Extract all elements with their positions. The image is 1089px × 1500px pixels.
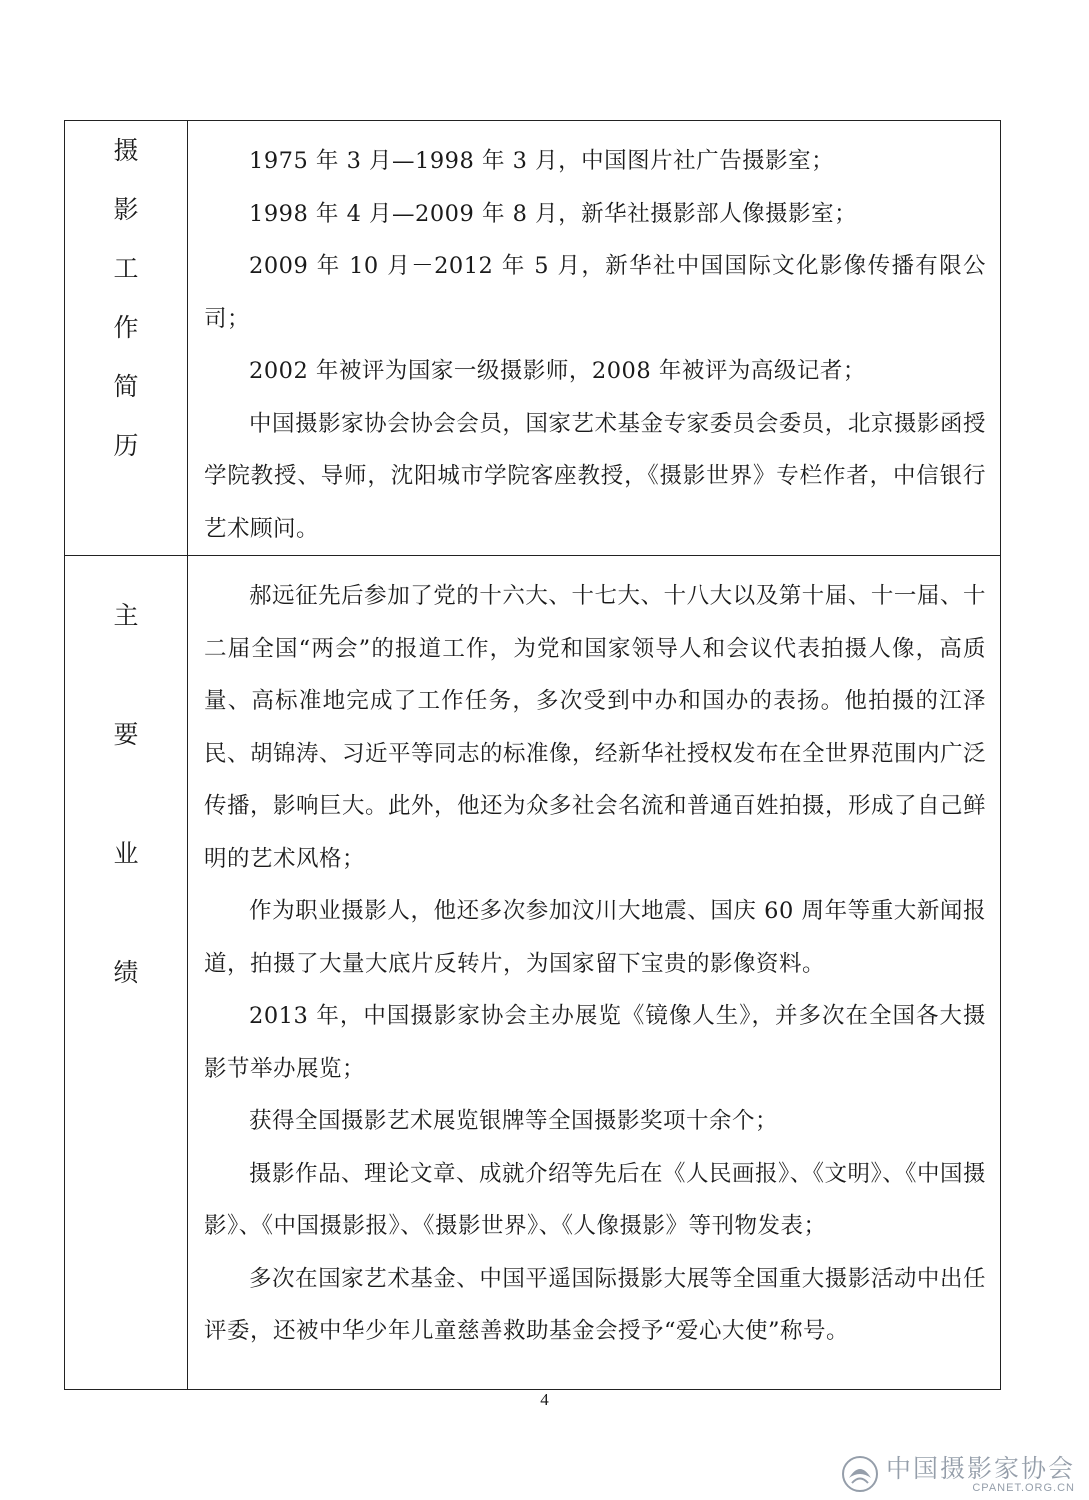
label-char: 摄 — [113, 136, 139, 165]
resume-table — [64, 120, 1001, 1390]
label-char: 绩 — [113, 958, 139, 987]
cpa-logo-icon — [840, 1454, 880, 1494]
work-history-label — [65, 121, 187, 475]
work-history-label-cell — [65, 121, 188, 556]
paragraph: 获得全国摄影艺术展览银牌等全国摄影奖项十余个； — [249, 1108, 779, 1134]
paragraph: 2009 年 10 月－2012 年 5 月，新华社中国国际文化影像传播有限公司； — [204, 253, 986, 332]
label-char: 历 — [113, 431, 139, 460]
work-history-content — [188, 121, 1000, 555]
page-number: 4 — [540, 1390, 549, 1409]
label-char: 影 — [113, 195, 139, 224]
paragraph: 多次在国家艺术基金、中国平遥国际摄影大展等全国重大摄影活动中出任评委，还被中华少年儿童慈善救助基金会授予“爱心大使”称号。 — [204, 1265, 986, 1344]
label-char: 业 — [113, 839, 139, 868]
label-char: 工 — [113, 254, 139, 283]
watermark — [840, 1454, 1075, 1494]
label-char: 要 — [113, 720, 139, 749]
paragraph: 郝远征先后参加了党的十六大、十七大、十八大以及第十届、十一届、十二届全国“两会”的报道工作，为党和国家领导人和会议代表拍摄人像，高质量、高标准地完成了工作任务，多次受到中办和国办的表扬。他拍摄的江泽民、胡锦涛、习近平等同志的标准像，经新华社授权发布在全世界范围内广泛传播，影响巨大。此外，他还为众多社会名流和普通百姓拍摄，形成了自己鲜明的艺术风格； — [204, 583, 987, 872]
achievements-row — [65, 556, 1001, 1390]
watermark-url: CPANET.ORG.CN — [972, 1482, 1075, 1494]
achievements-label-cell — [65, 556, 188, 1390]
achievements-content — [188, 556, 1000, 1358]
paragraph: 1998 年 4 月—2009 年 8 月，新华社摄影部人像摄影室； — [249, 200, 858, 227]
paragraph: 作为职业摄影人，他还多次参加汶川大地震、国庆 60 周年等重大新闻报道，拍摄了大量大底片反转片，为国家留下宝贵的影像资料。 — [204, 898, 986, 977]
work-history-row — [65, 121, 1001, 556]
work-history-content-cell — [188, 121, 1001, 556]
achievements-content-cell — [188, 556, 1001, 1390]
paragraph: 1975 年 3 月—1998 年 3 月，中国图片社广告摄影室； — [249, 148, 835, 174]
watermark-text: 中国摄影家协会 — [885, 1453, 1075, 1483]
label-char: 简 — [113, 372, 139, 401]
label-char: 作 — [113, 313, 139, 342]
paragraph: 2002 年被评为国家一级摄影师，2008 年被评为高级记者； — [249, 358, 866, 384]
paragraph: 2013 年，中国摄影家协会主办展览《镜像人生》，并多次在全国各大摄影节举办展览； — [204, 1003, 986, 1082]
paragraph: 摄影作品、理论文章、成就介绍等先后在《人民画报》、《文明》、《中国摄影》、《中国摄影报》、《摄影世界》、《人像摄影》等刊物发表； — [204, 1160, 987, 1239]
achievements-label — [65, 556, 187, 1032]
label-char: 主 — [113, 601, 139, 630]
paragraph: 中国摄影家协会协会会员，国家艺术基金专家委员会委员，北京摄影函授学院教授、导师，沈阳城市学院客座教授，《摄影世界》专栏作者，中信银行艺术顾问。 — [204, 410, 986, 542]
